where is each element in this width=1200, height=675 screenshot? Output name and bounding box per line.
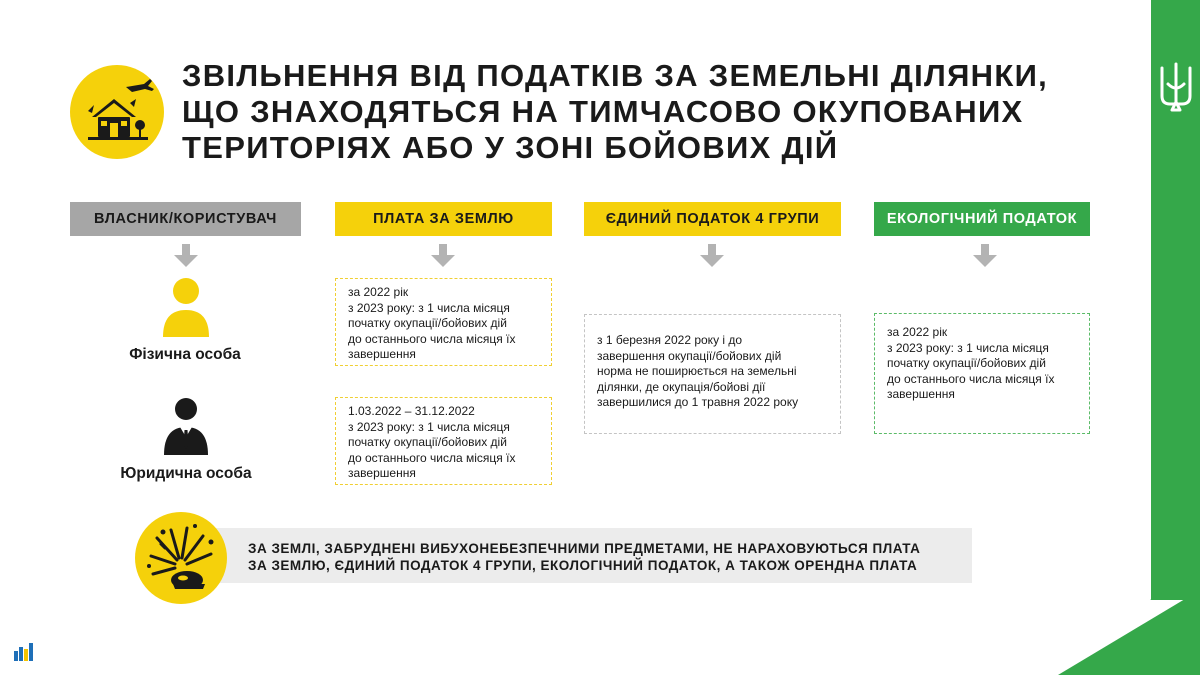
box-text-line: до останнього числа місяця їх	[887, 371, 1055, 386]
bottom-notice-line: ЗА ЗЕМЛЮ, ЄДИНИЙ ПОДАТОК 4 ГРУПИ, ЕКОЛОГІЧНИЙ ПОДАТОК, А ТАКОЖ ОРЕНДНА ПЛАТА	[248, 558, 918, 573]
bottom-notice-line: ЗА ЗЕМЛІ, ЗАБРУДНЕНІ ВИБУХОНЕБЕЗПЕЧНИМИ ПРЕДМЕТАМИ, НЕ НАРАХОВУЮТЬСЯ ПЛАТА	[248, 541, 921, 556]
box-text-line: до останнього числа місяця їх	[348, 331, 516, 346]
page-title-line: ЩО ЗНАХОДЯТЬСЯ НА ТИМЧАСОВО ОКУПОВАНИХ	[182, 94, 1024, 129]
page-title	[182, 58, 1082, 166]
box-text-line: 1.03.2022 – 31.12.2022	[348, 404, 475, 418]
land-fee-individual-box	[335, 278, 552, 366]
arrow-down-icon	[972, 244, 998, 268]
destroyed-house-plane-icon	[70, 65, 164, 159]
trident-icon	[1158, 62, 1194, 114]
box-text-line: початку окупації/бойових дій	[887, 356, 1046, 370]
arrow-down-icon	[699, 244, 725, 268]
box-text-line: завершення	[348, 347, 416, 361]
box-text-line: початку окупації/бойових дій	[348, 435, 507, 449]
bottom-notice	[248, 540, 968, 574]
box-text-line: за 2022 рік	[887, 325, 948, 339]
person-label-individual: Фізична особа	[129, 346, 241, 363]
person-label-legal: Юридична особа	[120, 465, 252, 482]
box-text-line: початку окупації/бойових дій	[348, 316, 507, 330]
column-header-owner: ВЛАСНИК/КОРИСТУВАЧ	[70, 202, 301, 236]
box-text-line: завершилися до 1 травня 2022 року	[597, 395, 799, 410]
person-icon	[161, 277, 211, 337]
explosion-icon	[135, 512, 227, 604]
box-text-line: завершення	[348, 466, 416, 480]
single-tax-box	[584, 314, 841, 434]
box-text-line: завершення	[887, 387, 955, 401]
eco-tax-box	[874, 313, 1090, 434]
arrow-down-icon	[430, 244, 456, 268]
box-text-line: завершення окупації/бойових дій	[597, 348, 782, 363]
column-header-eco-tax: ЕКОЛОГІЧНИЙ ПОДАТОК	[874, 202, 1090, 236]
box-text-line: з 2023 року: з 1 числа місяця	[348, 300, 510, 315]
column-header-single-tax: ЄДИНИЙ ПОДАТОК 4 ГРУПИ	[584, 202, 841, 236]
box-text-line: ділянки, де окупація/бойові дії	[597, 379, 766, 394]
page-title-line: ЗВІЛЬНЕННЯ ВІД ПОДАТКІВ ЗА ЗЕМЕЛЬНІ ДІЛЯНКИ,	[182, 58, 1049, 93]
ministry-logo-icon	[14, 643, 34, 661]
arrow-down-icon	[173, 244, 199, 268]
box-text-line: з 2023 року: з 1 числа місяця	[348, 419, 510, 434]
column-header-land-fee: ПЛАТА ЗА ЗЕМЛЮ	[335, 202, 552, 236]
land-fee-legal-box	[335, 397, 552, 485]
box-text-line: норма не поширюється на земельні	[597, 364, 797, 379]
businessman-icon	[161, 397, 211, 457]
box-text-line: до останнього числа місяця їх	[348, 450, 516, 465]
box-text-line: з 2023 року: з 1 числа місяця	[887, 340, 1049, 355]
box-text-line: з 1 березня 2022 року і до	[597, 333, 743, 348]
box-text-line: за 2022 рік	[348, 285, 409, 299]
page-title-line: ТЕРИТОРІЯХ АБО У ЗОНІ БОЙОВИХ ДІЙ	[182, 130, 839, 165]
